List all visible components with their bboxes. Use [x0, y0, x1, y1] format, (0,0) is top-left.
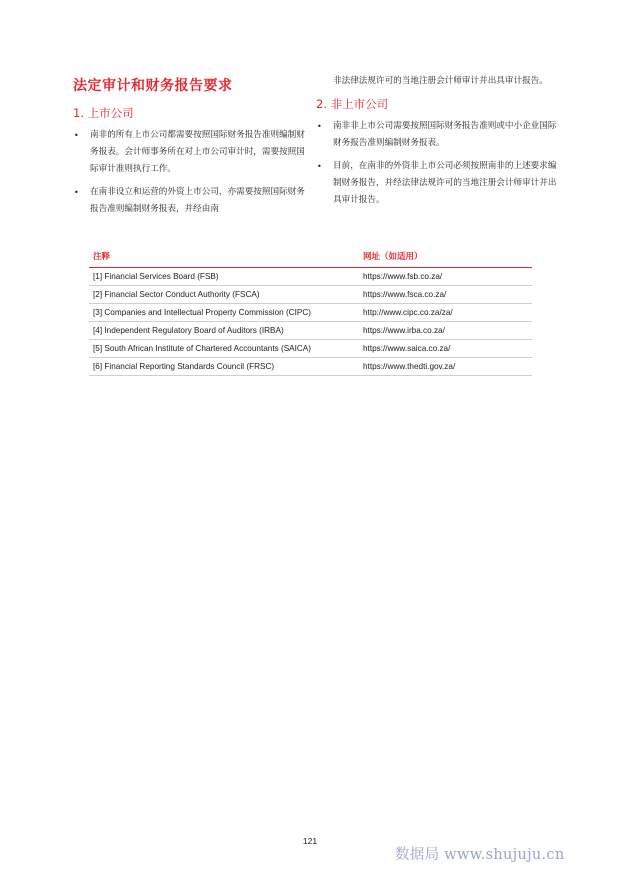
list-item [316, 158, 560, 209]
list-item-text: 目前，在南非的外资非上市公司必须按照南非的上述要求编制财务报告，并经法律法规许可的当地注册会计师审计并出具审计报告。 [333, 161, 557, 205]
table-row [89, 340, 532, 358]
note-cell: [2] Financial Sector Conduct Authority (FSCA) [89, 286, 359, 304]
note-cell: [5] South African Institute of Chartered Accountants (SAICA) [89, 340, 359, 358]
page-heading: 法定审计和财务报告要求 [73, 78, 233, 94]
table-row [89, 358, 532, 376]
table-row [89, 322, 532, 340]
url-link[interactable]: https://www.fsb.co.za/ [359, 268, 532, 286]
note-cell: [1] Financial Services Board (FSB) [89, 268, 359, 286]
watermark: 数据局 www.shujuju.cn [395, 847, 565, 863]
list-item-text: 在南非设立和运营的外资上市公司，亦需要按照国际财务报告准则编制财务报表，并经由南 [90, 187, 305, 214]
list-item-text: 南非非上市公司需要按照国际财务报告准则或中小企业国际财务报告准则编制财务报表。 [333, 121, 557, 148]
table-header-row [89, 249, 532, 268]
unlisted-companies-list [316, 118, 560, 209]
listed-companies-continuation: 非法律法规许可的当地注册会计师审计并出具审计报告。 [333, 76, 548, 86]
right-column [316, 73, 560, 215]
list-item [73, 127, 313, 178]
table-row [89, 304, 532, 322]
listed-companies-title: 1. 上市公司 [73, 106, 134, 120]
url-link[interactable]: https://www.thedti.gov.za/ [359, 358, 532, 376]
bullet-icon: • [74, 131, 79, 140]
listed-companies-list [73, 127, 313, 218]
notes-column-header: 注释 [89, 249, 359, 268]
url-link[interactable]: https://www.irba.co.za/ [359, 322, 532, 340]
url-link[interactable]: http://www.cipc.co.za/za/ [359, 304, 532, 322]
list-item [73, 184, 313, 218]
bullet-icon: • [317, 122, 322, 131]
note-cell: [4] Independent Regulatory Board of Auditors (IRBA) [89, 322, 359, 340]
url-column-header: 网址（如适用） [359, 249, 532, 268]
list-item-text: 南非的所有上市公司都需要按照国际财务报告准则编制财务报表。会计师事务所在对上市公司审计时，需要按照国际审计准则执行工作。 [90, 130, 305, 174]
url-link[interactable]: https://www.fsca.co.za/ [359, 286, 532, 304]
notes-table [89, 249, 532, 376]
left-column [73, 73, 313, 224]
note-cell: [3] Companies and Intellectual Property Commission (CIPC) [89, 304, 359, 322]
unlisted-companies-title: 2. 非上市公司 [316, 97, 389, 111]
note-cell: [6] Financial Reporting Standards Council (FRSC) [89, 358, 359, 376]
bullet-icon: • [317, 162, 322, 171]
url-link[interactable]: https://www.saica.co.za/ [359, 340, 532, 358]
table-row [89, 286, 532, 304]
page-number: 121 [302, 836, 318, 846]
table-row [89, 268, 532, 286]
bullet-icon: • [74, 188, 79, 197]
list-item [316, 118, 560, 152]
